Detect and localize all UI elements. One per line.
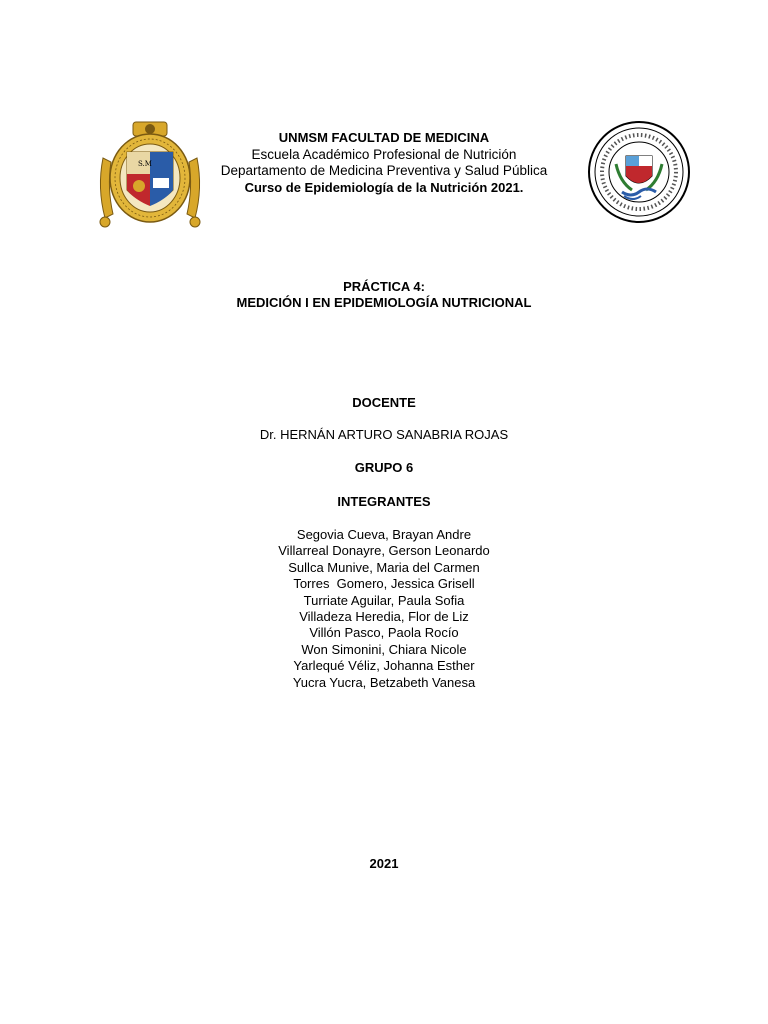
- members-heading: INTEGRANTES: [337, 494, 431, 509]
- list-item: Won Simonini, Chiara Nicole: [301, 641, 467, 657]
- practice-title: MEDICIÓN I EN EPIDEMIOLOGÍA NUTRICIONAL: [236, 295, 532, 310]
- list-item: Villarreal Donayre, Gerson Leonardo: [278, 543, 490, 559]
- list-item: Torres Gomero, Jessica Grisell: [293, 576, 475, 592]
- list-item: Turriate Aguilar, Paula Sofia: [303, 592, 465, 608]
- list-item: Yarlequé Véliz, Johanna Esther: [293, 658, 475, 674]
- group-label: GRUPO 6: [354, 460, 414, 475]
- department-name: Departamento de Medicina Preventiva y Salud Pública: [220, 163, 548, 178]
- list-item: Villón Pasco, Paola Rocío: [309, 625, 459, 641]
- members-list: [0, 527, 768, 691]
- list-item: Villadeza Heredia, Flor de Liz: [299, 609, 469, 625]
- svg-text:S.M: S.M: [138, 160, 152, 168]
- teacher-heading: DOCENTE: [352, 395, 416, 410]
- list-item: Sullca Munive, Maria del Carmen: [288, 559, 480, 575]
- teacher-name: Dr. HERNÁN ARTURO SANABRIA ROJAS: [259, 427, 509, 442]
- school-name: Escuela Académico Profesional de Nutrición: [251, 147, 517, 162]
- course-name: Curso de Epidemiología de la Nutrición 2021.: [244, 180, 524, 195]
- year: 2021: [369, 856, 399, 871]
- practice-number: PRÁCTICA 4:: [343, 279, 425, 294]
- list-item: Yucra Yucra, Betzabeth Vanesa: [292, 674, 476, 690]
- faculty-title: UNMSM FACULTAD DE MEDICINA: [278, 130, 490, 145]
- list-item: Segovia Cueva, Brayan Andre: [296, 527, 472, 542]
